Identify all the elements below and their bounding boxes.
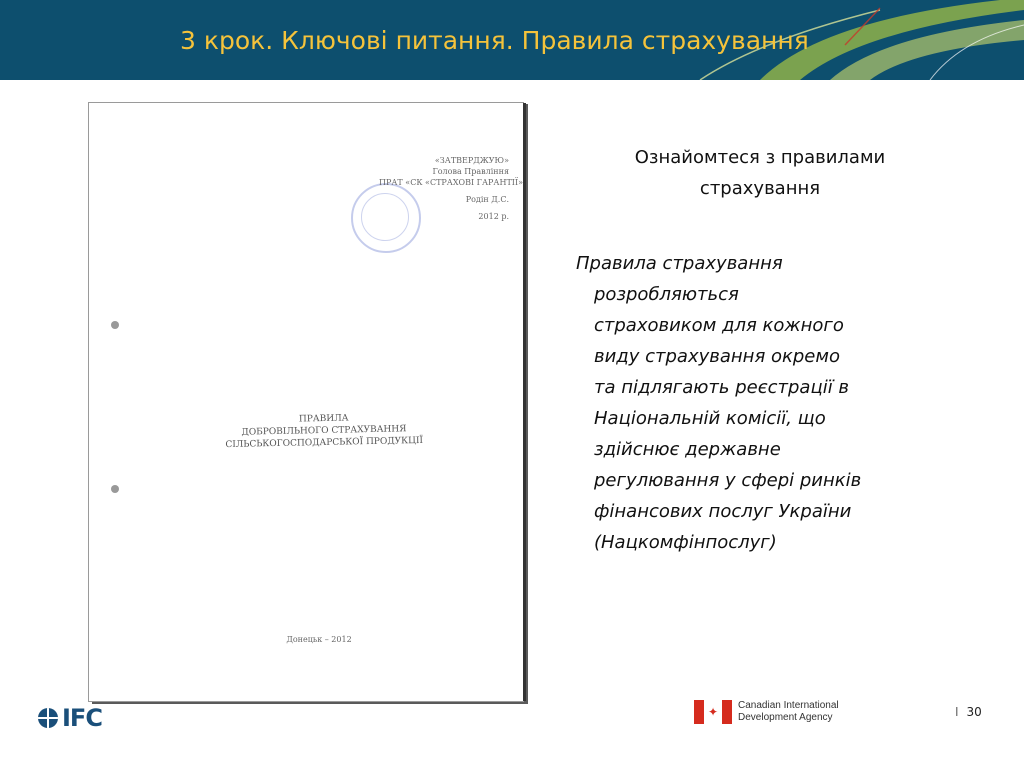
document-title-line: ПРАВИЛА <box>298 413 349 425</box>
document-edge <box>523 103 526 701</box>
body-line: Національній комісії, що <box>594 408 826 429</box>
title-bar <box>0 0 1024 80</box>
body-line: та підлягають реєстрації в <box>594 377 850 398</box>
intro-line: Ознайомтеся з правилами <box>634 147 886 168</box>
lead-phrase: Правила страхування <box>576 253 783 274</box>
punch-hole <box>111 485 119 493</box>
page-number <box>955 705 982 719</box>
body-line: здійснює державне <box>594 439 781 460</box>
ifc-logo <box>38 705 102 731</box>
page-separator: I <box>955 705 959 719</box>
body-line: регулювання у сфері ринків <box>594 470 862 491</box>
approval-line: «ЗАТВЕРДЖУЮ» <box>434 156 509 165</box>
globe-icon <box>38 708 58 728</box>
cida-line: Canadian International <box>738 700 839 711</box>
document-title <box>199 410 450 451</box>
body-line: виду страхування окремо <box>594 346 840 367</box>
intro-line: страхування <box>699 178 821 199</box>
cida-name <box>738 700 839 724</box>
cida-line: Development Agency <box>738 712 833 723</box>
canada-flag-icon: ✦ <box>694 700 732 724</box>
intro-heading <box>590 142 930 204</box>
document-title-line: ДОБРОВІЛЬНОГО СТРАХУВАННЯ <box>241 424 407 438</box>
punch-hole <box>111 321 119 329</box>
ifc-logo-text: IFC <box>62 704 102 732</box>
approval-block <box>379 155 523 222</box>
body-line: розробляються <box>594 284 739 305</box>
page-title: 3 крок. Ключові питання. Правила страхування <box>180 26 809 55</box>
page-number-value: 30 <box>966 705 982 719</box>
approval-line: ПРАТ «СК «СТРАХОВІ ГАРАНТІЇ» <box>379 178 523 187</box>
approval-line: Родін Д.С. <box>465 195 509 204</box>
body-line: страховиком для кожного <box>594 315 844 336</box>
document-scan <box>88 102 524 702</box>
rules-description <box>576 248 956 558</box>
body-line: фінансових послуг України <box>594 501 852 522</box>
document-place-year: Донецьк – 2012 <box>286 635 352 644</box>
cida-logo <box>694 700 839 724</box>
body-line: (Нацкомфінпослуг) <box>594 532 777 553</box>
approval-line: 2012 р. <box>478 212 509 221</box>
approval-line: Голова Правління <box>432 167 509 176</box>
document-title-line: СІЛЬСЬКОГОСПОДАРСЬКОЇ ПРОДУКЦІЇ <box>225 435 424 451</box>
